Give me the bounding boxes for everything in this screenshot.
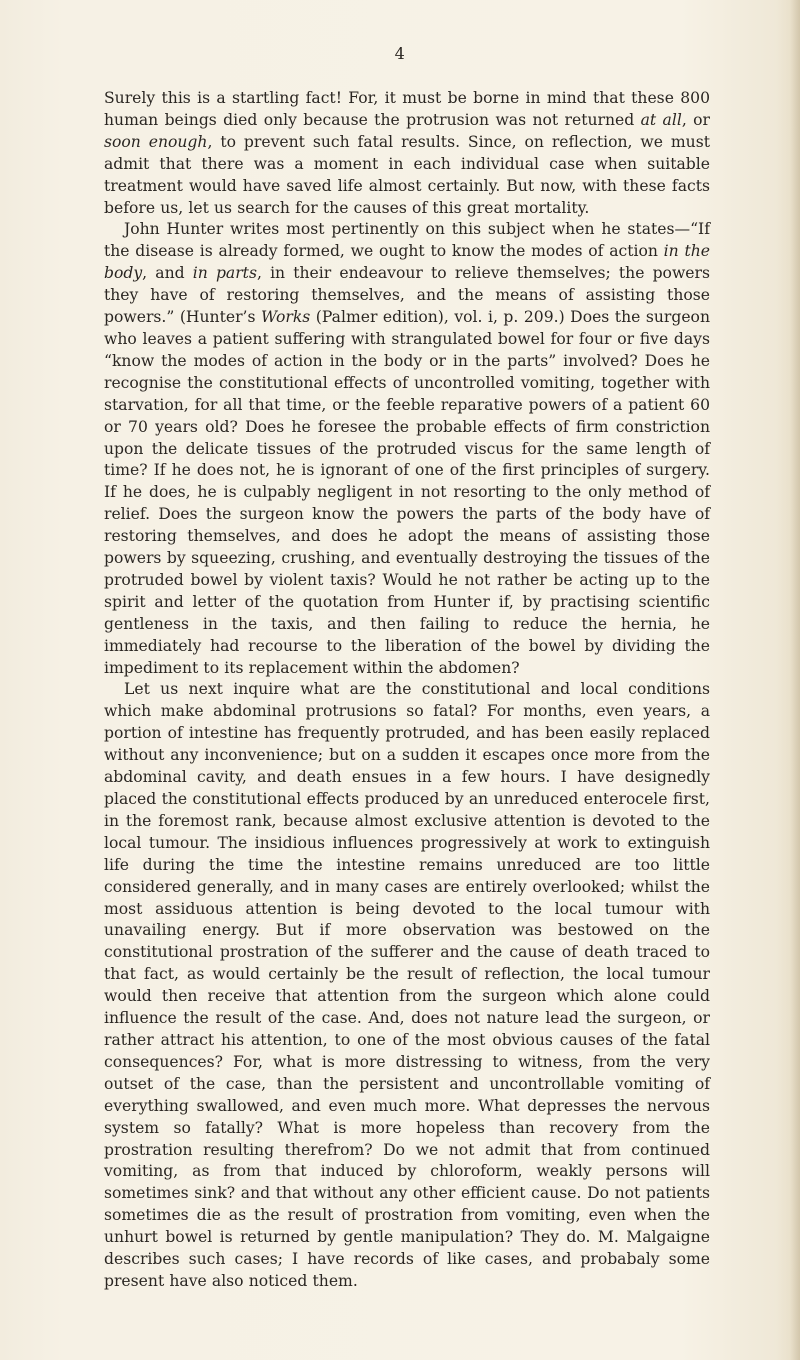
text-run: Let us next inquire what are the constitutional and local conditions which make abdominal protrusions so fatal? For months, even years, a portion of intestine has frequently protruded, and has been easily replaced without any inconvenience; but on a sudden it escapes once more from the abdominal cavity, and death ensues in a few hours. I have designedly placed the constitutional effects produced by an unreduced enterocele first, in the foremost rank, because almost exclusive attention is devoted to the local tumour. The insidious influences progressively at work to extinguish life during the time the intestine remains unreduced are too little considered generally, and in many cases are entirely overlooked; whilst the most assiduous attention is being devoted to the local tumour with unavailing energy. But if more observation was bestowed on the constitutional prostration of the sufferer and the cause of death traced to that fact, as would certainly be the result of reflection, the local tumour would then receive that attention from the surgeon which alone could influence the result of the case. And, does not nature lead the surgeon, or rather attract his attention, to one of the most obvious causes of the fatal consequences? For, what is more distressing to witness, from the very outset of the case, than the persistent and uncontrollable vomiting of everything swallowed, and even much more. What depresses the nervous system so fatally? What is more hopeless than recovery from the prostration resulting therefrom? Do we not admit that from continued vomiting, as from that induced by chloroform, weakly persons will sometimes sink? and that without any other efficient cause. Do not patients sometimes die as the result of prostration from vomiting, even when the unhurt bowel is returned by gentle manipulation? They do. M. Malgaigne describes such cases; I have records of like cases, and probabaly some present have also noticed them. (104, 680, 710, 1290)
paragraph-3 (104, 679, 710, 1292)
body-text (104, 88, 710, 1293)
text-run: (Palmer edition), vol. i, p. 209.) Does the surgeon who leaves a patient suffering with strangulated bowel for four or five days “know the modes of action in the body or in the parts” involved? Does he recognise the constitutional effects of uncontrolled vomiting, together with starvation, for all that time, or the feeble reparative powers of a patient 60 or 70 years old? Does he foresee the probable effects of firm constriction upon the delicate tissues of the protruded viscus for the same length of time? If he does not, he is ignorant of one of the first principles of surgery. If he does, he is culpably negligent in not resorting to the only method of relief. Does the surgeon know the powers the parts of the body have of restoring themselves, and does he adopt the means of assisting those powers by squeezing, crushing, and eventually destroying the tissues of the protruded bowel by violent taxis? Would he not rather be acting up to the spirit and letter of the quotation from Hunter if, by practising scientific gentleness in the taxis, and then failing to reduce the hernia, he immediately had recourse to the liberation of the bowel by dividing the impediment to its replacement within the abdomen? (104, 308, 710, 677)
text-run: , to prevent such fatal results. Since, on reflection, we must admit that there was a moment in each individual case when suitable treatment would have saved life almost certainly. But now, with these facts before us, let us search for the causes of this great mortality. (104, 132, 710, 217)
text-run: Surely this is a startling fact! For, it must be borne in mind that these 800 human beings died only because the protrusion was not returned (104, 89, 710, 129)
paragraph-2 (104, 219, 710, 679)
text-run: John Hunter writes most pertinently on this subject when he states—“If the disease is already formed, we ought to know the modes of action (104, 220, 710, 261)
italic-emphasis: in parts (192, 264, 257, 283)
text-run: , and (142, 264, 193, 283)
page-number: 4 (394, 44, 406, 63)
italic-emphasis: at all (640, 110, 682, 129)
text-run: , in their endeavour to relieve themselves; the powers they have of restoring themselves, and the means of assisting those powers.” (Hunter’s (104, 264, 710, 327)
italic-emphasis: soon enough (104, 132, 208, 151)
paragraph-1 (104, 88, 710, 219)
page-edge-shadow (790, 0, 800, 1360)
italic-work-title: Works (261, 308, 311, 327)
italic-emphasis: in the body (104, 242, 710, 283)
text-run: , or (681, 110, 710, 129)
